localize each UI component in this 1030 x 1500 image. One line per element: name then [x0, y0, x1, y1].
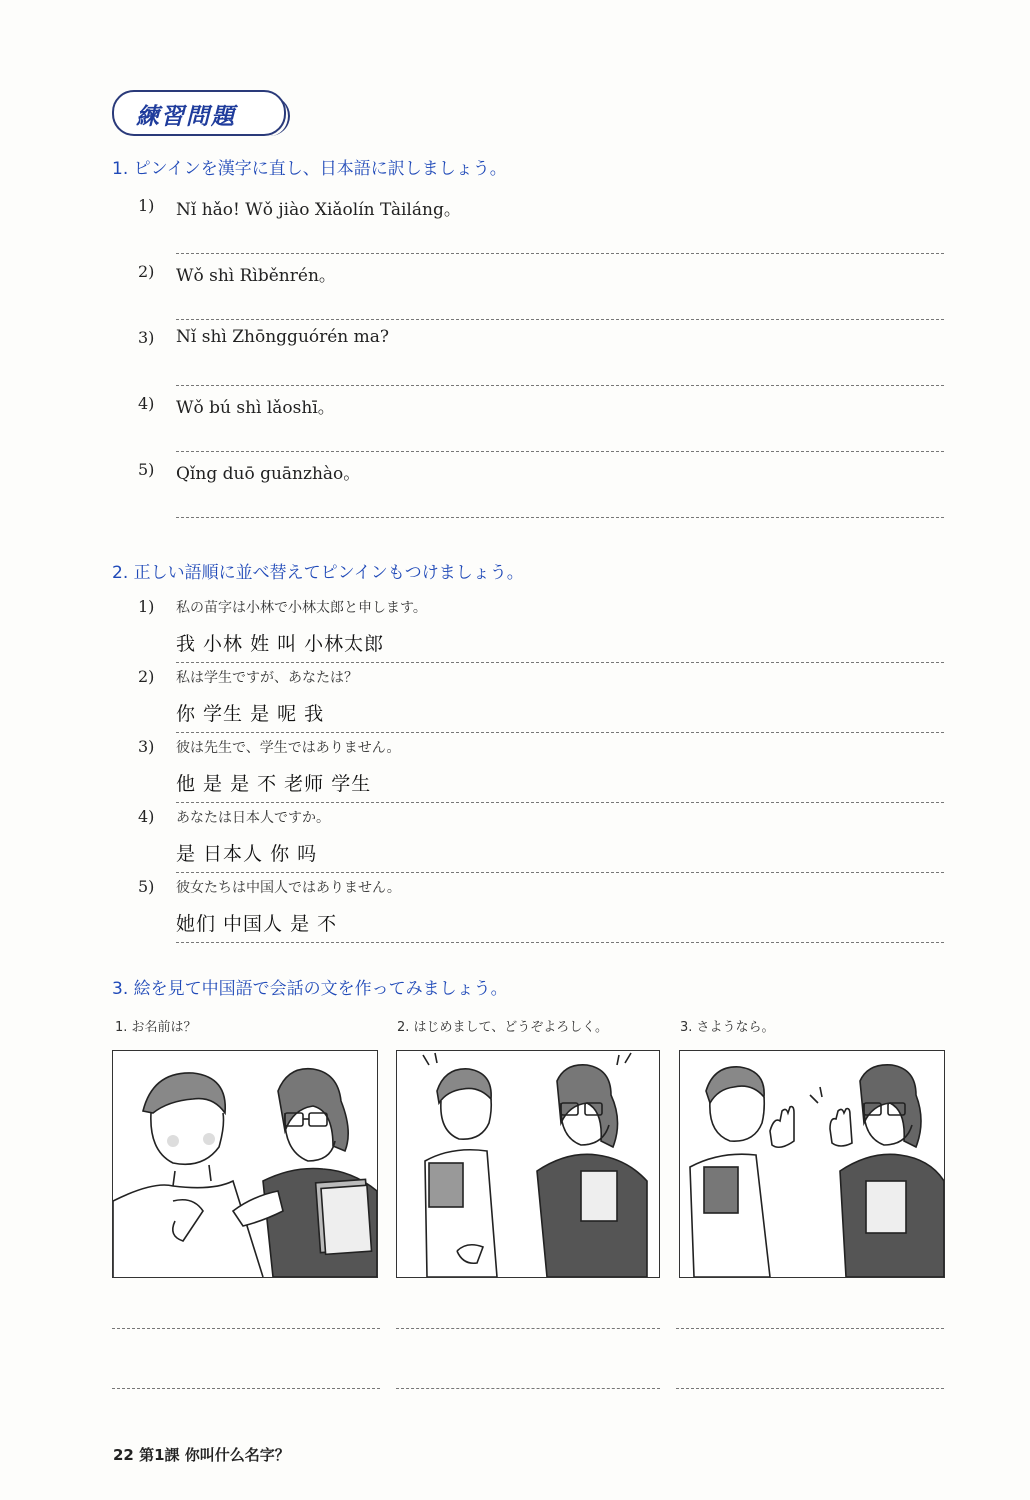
- section3-heading: 3. 絵を見て中国語で会話の文を作ってみましょう。: [112, 979, 508, 999]
- s1-item-num: 3): [138, 328, 155, 347]
- s2-item-japanese: あなたは日本人ですか。: [176, 810, 330, 826]
- answer-line[interactable]: [176, 802, 944, 803]
- s2-item-num: 2): [138, 667, 155, 686]
- section1-heading: 1. ピンインを漢字に直し、日本語に訳しましょう。: [112, 159, 507, 179]
- answer-line[interactable]: [176, 253, 944, 254]
- s2-item-num: 4): [138, 807, 155, 826]
- answer-line[interactable]: [176, 662, 944, 663]
- s2-item-num: 5): [138, 877, 155, 896]
- illustration-panel-names: [112, 1050, 378, 1278]
- s1-item-pinyin: Nǐ hǎo! Wǒ jiào Xiǎolín Tàiláng。: [176, 200, 461, 220]
- two-people-introducing-illustration: [113, 1051, 377, 1277]
- answer-line[interactable]: [676, 1388, 944, 1389]
- picture-caption: 2. はじめまして、どうぞよろしく。: [397, 1020, 609, 1035]
- answer-line[interactable]: [112, 1328, 380, 1329]
- s1-item-pinyin: Qǐng duō guānzhào。: [176, 464, 361, 484]
- section2-heading: 2. 正しい語順に並べ替えてピンインもつけましょう。: [112, 563, 524, 583]
- s2-item-num: 3): [138, 737, 155, 756]
- s2-item-japanese: 彼女たちは中国人ではありません。: [176, 880, 401, 896]
- s2-item-chinese: 他 是 是 不 老师 学生: [176, 773, 372, 795]
- s2-item-chinese: 我 小林 姓 叫 小林太郎: [176, 633, 385, 655]
- s1-item-num: 2): [138, 262, 155, 281]
- answer-line[interactable]: [176, 942, 944, 943]
- s2-item-chinese: 她们 中国人 是 不: [176, 913, 338, 935]
- s2-item-chinese: 你 学生 是 呢 我: [176, 703, 325, 725]
- s2-item-japanese: 私は学生ですが、あなたは？: [176, 670, 358, 686]
- illustration-panel-greeting: [396, 1050, 660, 1278]
- s2-item-japanese: 私の苗字は小林で小林太郎と申します。: [176, 600, 427, 616]
- s1-item-pinyin: Wǒ shì Rìběnrén。: [176, 266, 336, 286]
- illustration-panel-goodbye: [679, 1050, 945, 1278]
- answer-line[interactable]: [176, 319, 944, 320]
- page-footer: 22 第1課 你叫什么名字？: [113, 1446, 290, 1464]
- s1-item-num: 5): [138, 460, 155, 479]
- people-waving-illustration: [680, 1051, 944, 1277]
- answer-line[interactable]: [176, 732, 944, 733]
- answer-line[interactable]: [112, 1388, 380, 1389]
- answer-line[interactable]: [176, 517, 944, 518]
- people-bowing-illustration: [397, 1051, 659, 1277]
- s2-item-japanese: 彼は先生で、学生ではありません。: [176, 740, 401, 756]
- answer-line[interactable]: [676, 1328, 944, 1329]
- answer-line[interactable]: [176, 451, 944, 452]
- answer-line[interactable]: [176, 385, 944, 386]
- s2-item-num: 1): [138, 597, 155, 616]
- s1-item-num: 1): [138, 196, 155, 215]
- picture-caption: 3. さようなら。: [680, 1020, 775, 1035]
- picture-caption: 1. お名前は？: [115, 1020, 197, 1035]
- s1-item-pinyin: Nǐ shì Zhōngguórén ma?: [176, 327, 390, 347]
- answer-line[interactable]: [396, 1388, 660, 1389]
- page-title: 練習問題: [136, 104, 236, 130]
- s2-item-chinese: 是 日本人 你 吗: [176, 843, 318, 865]
- s1-item-pinyin: Wǒ bú shì lǎoshī。: [176, 398, 335, 418]
- answer-line[interactable]: [396, 1328, 660, 1329]
- s1-item-num: 4): [138, 394, 155, 413]
- answer-line[interactable]: [176, 872, 944, 873]
- exercise-title-badge: [112, 90, 286, 136]
